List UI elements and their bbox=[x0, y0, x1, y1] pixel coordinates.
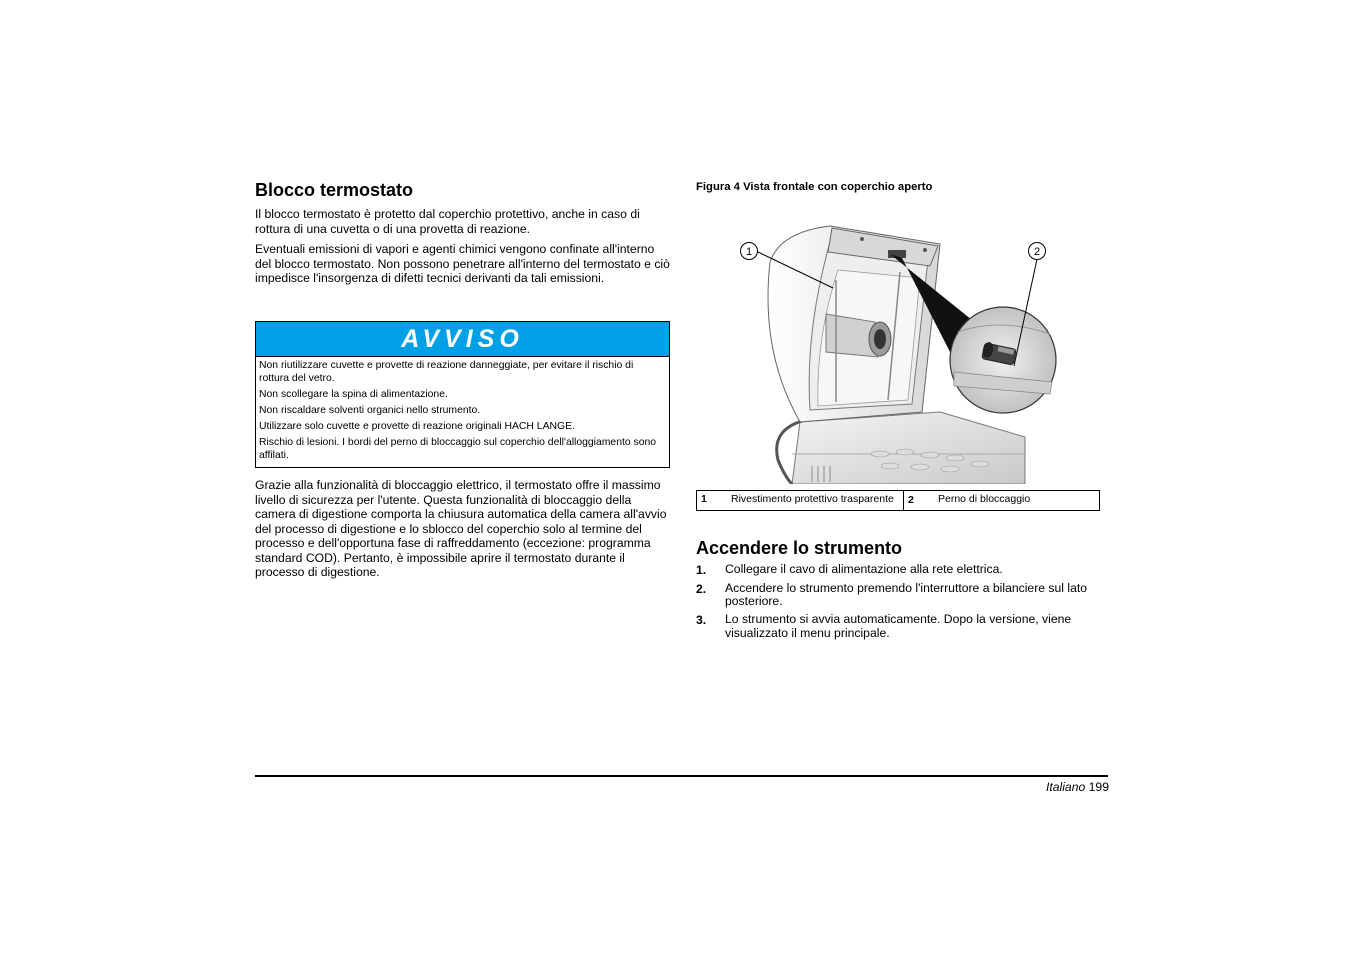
figure-legend-table bbox=[696, 490, 1100, 511]
step-number: 1. bbox=[696, 563, 707, 577]
list-item bbox=[696, 613, 1111, 640]
paragraph: Grazie alla funzionalità di bloccaggio elettrico, il termostato offre il massimo livello di sicurezza per l'utente. Questa funzionalità di bloccaggio della camera di digestione comporta la chiusura automatica della camera all'avvio del processo di digestione e lo sblocco del coperchio solo al termine del processo e dell'opportuna fase di raffreddamento (eccezione: programma standard COD). Pertanto, è impossibile aprire il termostato durante il processo di digestione. bbox=[255, 478, 667, 579]
section-heading-blocco-termostato: Blocco termostato bbox=[255, 180, 414, 200]
step-text: Accendere lo strumento premendo l'interruttore a bilanciere sul lato posteriore. bbox=[725, 580, 1088, 608]
list-item bbox=[696, 563, 1111, 577]
legend-text: Rivestimento protettivo trasparente bbox=[727, 491, 904, 511]
notice-item: Utilizzare solo cuvette e provette di reazione originali HACH LANGE. bbox=[259, 420, 575, 432]
paragraph: Eventuali emissioni di vapori e agenti chimici vengono confinate all'interno del blocco termostato. Non possono penetrare all'interno del termostato e ciò impedisce l'insorgenza di difetti tecnici derivanti da tali emissioni. bbox=[255, 242, 670, 285]
legend-number: 1 bbox=[697, 491, 728, 511]
notice-title: AVVISO bbox=[401, 324, 524, 353]
notice-item: Non scollegare la spina di alimentazione. bbox=[259, 388, 448, 400]
footer-language: Italiano bbox=[1045, 780, 1086, 794]
step-text: Collegare il cavo di alimentazione alla rete elettrica. bbox=[725, 562, 1003, 576]
svg-text:1: 1 bbox=[745, 246, 753, 258]
figure-caption: Figura 4 Vista frontale con coperchio aperto bbox=[696, 181, 933, 193]
list-item bbox=[696, 582, 1111, 609]
paragraph: Il blocco termostato è protetto dal coperchio protettivo, anche in caso di rottura di una cuvetta o di una provetta di reazione. bbox=[255, 207, 640, 236]
footer-divider bbox=[255, 775, 1108, 777]
callout-1 bbox=[741, 243, 758, 260]
notice-box bbox=[255, 321, 670, 468]
step-number: 2. bbox=[696, 581, 707, 596]
step-text: Lo strumento si avvia automaticamente. Dopo la versione, viene visualizzato il menu principale. bbox=[725, 612, 1072, 640]
steps-list bbox=[696, 563, 1111, 645]
page-number: 199 bbox=[1088, 780, 1109, 794]
notice-item: Rischio di lesioni. I bordi del perno di bloccaggio sul coperchio dell'alloggiamento sono affilati. bbox=[259, 436, 657, 461]
notice-body bbox=[256, 357, 669, 467]
notice-item: Non riutilizzare cuvette e provette di reazione danneggiate, per evitare il rischio di rottura del vetro. bbox=[259, 360, 634, 384]
svg-text:2: 2 bbox=[1033, 246, 1041, 258]
notice-header bbox=[256, 322, 669, 357]
page-footer bbox=[1046, 780, 1109, 794]
callout-2 bbox=[1029, 243, 1046, 260]
step-number: 3. bbox=[696, 613, 707, 627]
legend-text: Perno di bloccaggio bbox=[934, 491, 1100, 511]
legend-row bbox=[697, 491, 1100, 511]
notice-item: Non riscaldare solventi organici nello strumento. bbox=[259, 404, 481, 416]
legend-number: 2 bbox=[904, 491, 935, 511]
section-heading-accendere-lo-strumento: Accendere lo strumento bbox=[696, 538, 903, 558]
instrument-illustration bbox=[740, 222, 1060, 484]
